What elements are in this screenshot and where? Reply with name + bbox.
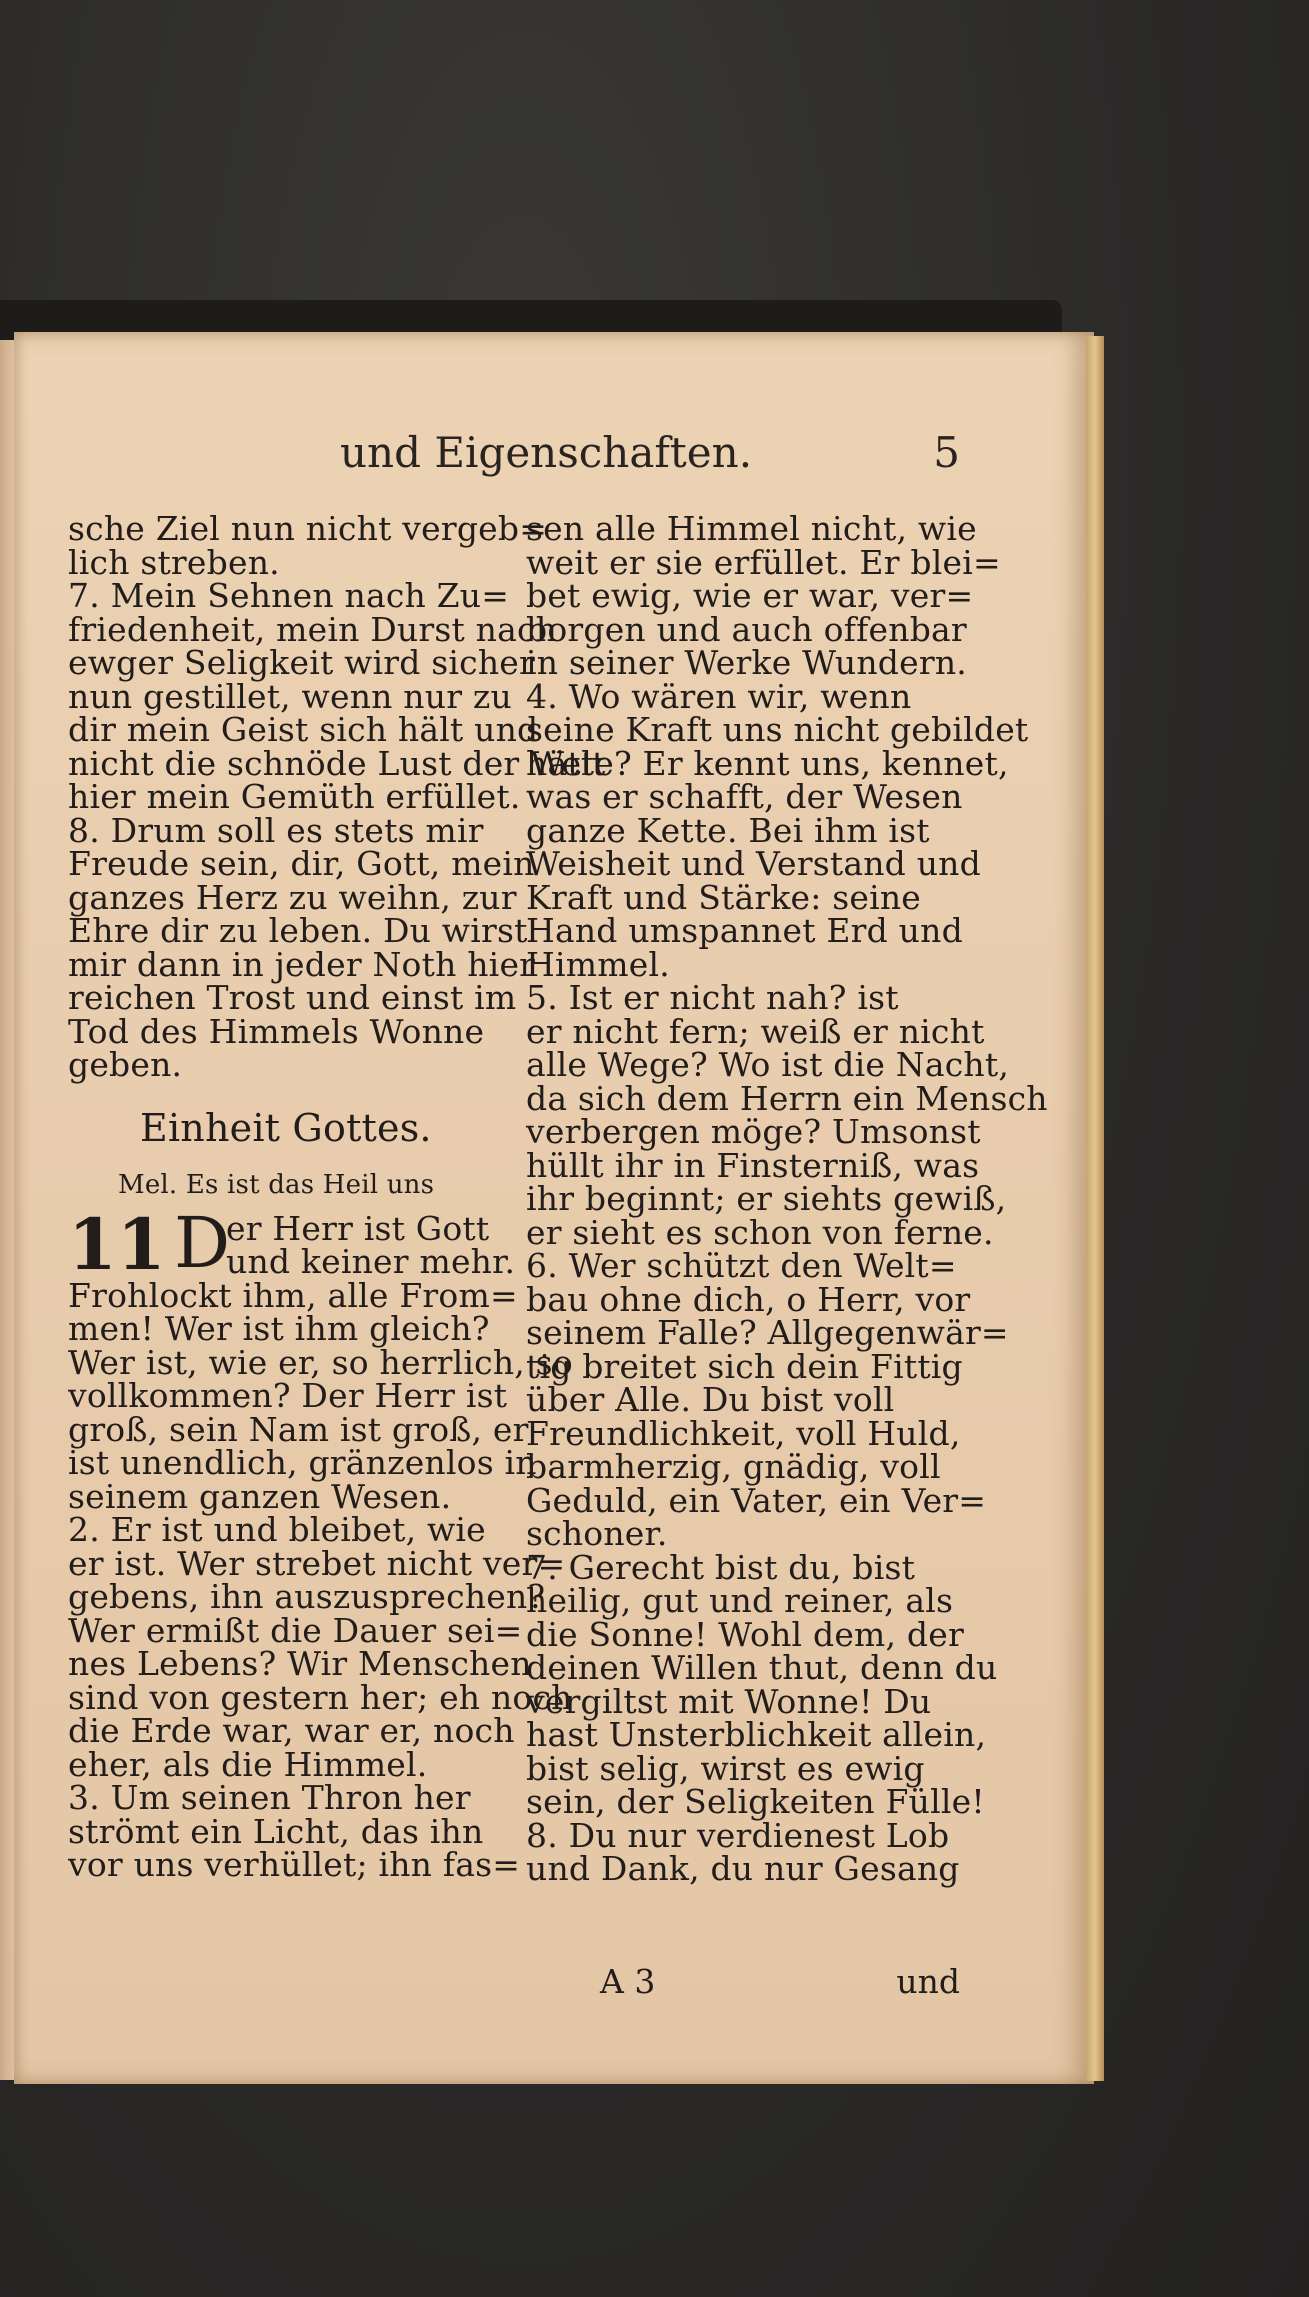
text-line: 8. Du nur verdienest Lob [526,1815,950,1855]
text-line: hüllt ihr in Finsterniß, was [526,1145,980,1185]
text-line: vollkommen? Der Herr ist [68,1376,508,1415]
melody-line: Mel. Es ist das Heil uns [118,1169,435,1200]
text-line: friedenheit, mein Durst nach [68,609,558,649]
text-line: strömt ein Licht, das ihn [68,1811,484,1851]
text-line: men! Wer ist ihm gleich? [68,1309,490,1348]
text-line: die Sonne! Wohl dem, der [526,1614,964,1654]
drop-cap: D [174,1201,231,1284]
page-block-edge [1086,336,1104,2081]
text-line: hier mein Gemüth erfüllet. [68,777,521,816]
text-line: Freundlichkeit, voll Huld, [526,1413,961,1453]
text-line: und Dank, du nur Gesang [526,1849,960,1888]
text-line: Kraft und Stärke: seine [526,877,922,917]
text-line: Freude sein, dir, Gott, mein [68,844,535,883]
text-line: in seiner Werke Wundern. [526,643,967,682]
hymn-number: 11 [68,1202,166,1286]
text-line: ist unendlich, gränzenlos in [68,1443,537,1482]
text-line: vor uns verhüllet; ihn fas= [68,1845,521,1884]
text-line: schoner. [526,1514,668,1553]
right-text-column [526,509,1048,1888]
text-line: bist selig, wirst es ewig [526,1748,925,1788]
text-line: er ist. Wer strebet nicht ver= [68,1543,566,1583]
text-line: ewger Seligkeit wird sicher [68,643,536,682]
text-line: reichen Trost und einst im [68,978,517,1017]
text-line: dir mein Geist sich hält und [68,710,539,749]
text-line: seinem ganzen Wesen. [68,1476,452,1516]
text-line: nicht die schnöde Lust der Welt [68,743,606,783]
text-line: die Erde war, war er, noch [68,1711,515,1750]
text-line: bau ohne dich, o Herr, vor [526,1279,971,1319]
text-line: ganzes Herz zu weihn, zur [68,877,517,917]
text-line: hätte? Er kennt uns, kennet, [526,743,1009,783]
text-line: sen alle Himmel nicht, wie [526,509,977,548]
text-line: tig breitet sich dein Fittig [526,1346,963,1386]
text-line: sind von gestern her; eh noch [68,1677,573,1717]
right-column-lines [526,509,1048,1888]
text-line: nun gestillet, wenn nur zu [68,676,512,716]
text-line: seine Kraft uns nicht gebildet [526,710,1029,749]
page-header [340,428,960,488]
text-line: sein, der Seligkeiten Fülle! [526,1782,985,1821]
text-line: Ehre dir zu leben. Du wirst [68,911,528,950]
hymn-opening [68,1201,516,1286]
text-line: 2. Er ist und bleibet, wie [68,1510,486,1549]
text-line: alle Wege? Wo ist die Nacht, [526,1045,1010,1084]
text-line: 7. Mein Sehnen nach Zu= [68,576,510,615]
text-line: ihr beginnt; er siehts gewiß, [526,1179,1007,1218]
text-line: 7. Gerecht bist du, bist [526,1547,916,1587]
text-line: geben. [68,1045,183,1084]
left-column-bottom-lines [68,1275,573,1884]
running-title: und Eigenschaften. [340,428,753,477]
text-line: borgen und auch offenbar [526,609,967,649]
text-line: Hand umspannet Erd und [526,911,963,950]
text-line: da sich dem Herrn ein Mensch [526,1078,1048,1118]
text-line: heilig, gut und reiner, als [526,1581,954,1620]
text-line: Weisheit und Verstand und [526,844,981,883]
text-line: was er schafft, der Wesen [526,777,963,816]
text-line: ganze Kette. Bei ihm ist [526,810,930,850]
text-line: 8. Drum soll es stets mir [68,810,484,850]
text-line: 3. Um seinen Thron her [68,1778,471,1817]
text-line: seinem Falle? Allgegenwär= [526,1313,1009,1352]
page-footer [600,1962,960,2002]
signature-mark: A 3 [600,1962,656,2001]
text-line: Frohlockt ihm, alle From= [68,1275,518,1315]
text-line: 6. Wer schützt den Welt= [526,1246,957,1285]
text-line: Wer ist, wie er, so herrlich, so [68,1342,573,1382]
text-line: sche Ziel nun nicht vergeb= [68,509,548,548]
text-line: weit er sie erfüllet. Er blei= [526,542,1001,582]
text-line: nes Lebens? Wir Menschen [68,1644,532,1683]
catchword: und [896,1962,960,2001]
text-line: über Alle. Du bist voll [526,1380,895,1419]
text-line: gebens, ihn auszusprechen? [68,1577,546,1616]
text-line: groß, sein Nam ist groß, er [68,1409,529,1449]
text-line: 4. Wo wären wir, wenn [526,676,912,716]
text-line: Himmel. [526,944,670,984]
text-line: deinen Willen thut, denn du [526,1648,998,1687]
text-line: er sieht es schon von ferne. [526,1212,994,1252]
text-line: eher, als die Himmel. [68,1744,428,1784]
hymn-first-line: er Herr ist Gott [226,1208,490,1248]
text-line: Wer ermißt die Dauer sei= [68,1610,523,1650]
left-column-top-lines [68,509,606,1084]
page-number: 5 [933,428,960,477]
text-line: er nicht fern; weiß er nicht [526,1011,985,1051]
text-line: 5. Ist er nicht nah? ist [526,978,899,1017]
text-line: Geduld, ein Vater, ein Ver= [526,1480,987,1520]
text-line: verbergen möge? Umsonst [526,1112,981,1151]
hymn-second-line: und keiner mehr. [226,1242,516,1281]
text-line: vergiltst mit Wonne! Du [526,1681,932,1721]
text-line: mir dann in jeder Noth hier [68,944,536,984]
text-line: barmherzig, gnädig, voll [526,1447,941,1486]
section-title: Einheit Gottes. [140,1105,432,1150]
text-line: bet ewig, wie er war, ver= [526,576,974,615]
text-line: Tod des Himmels Wonne [68,1011,485,1051]
text-line: lich streben. [68,542,280,582]
text-line: hast Unsterblichkeit allein, [526,1715,987,1754]
